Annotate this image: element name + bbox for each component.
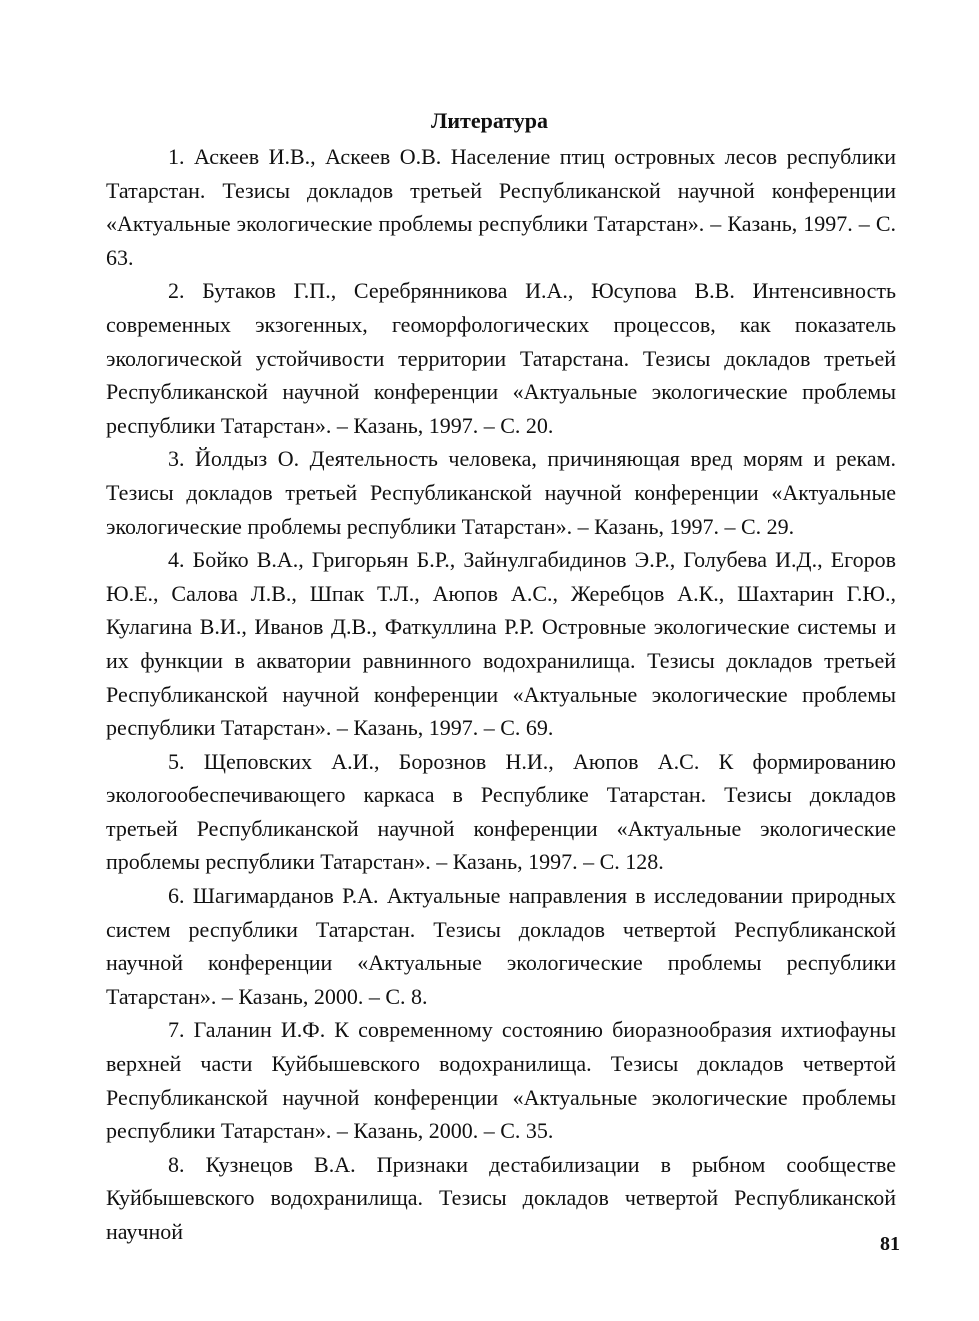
page-number: 81	[880, 1233, 900, 1255]
reference-item: 5. Щеповских А.И., Борознов Н.И., Аюпов А.С. К формированию экологообеспечивающего каркаса в Республике Татарстан. Тезисы докладов третьей Республиканской научной конференции «Актуальные экологические проблемы республики Татарстан». – Казань, 1997. – С. 128.	[106, 748, 896, 875]
reference-item: 1. Аскеев И.В., Аскеев О.В. Население птиц островных лесов республики Татарстан. Тезисы докладов третьей Республиканской научной конференции «Актуальные экологические проблемы республики Татарстан». – Казань, 1997. – С. 63.	[106, 144, 896, 270]
reference-item: 6. Шагимарданов Р.А. Актуальные направления в исследовании природных систем республики Татарстан. Тезисы докладов четвертой Республиканской научной конференции «Актуальные экологические проблемы республики Татарстан». – Казань, 2000. – С. 8.	[106, 883, 896, 1009]
reference-item: 2. Бутаков Г.П., Серебрянникова И.А., Юсупова В.В. Интенсивность современных экзогенных, геоморфологических процессов, как показатель экологической устойчивости территории Татарстана. Тезисы докладов третьей Республиканской научной конференции «Актуальные экологические проблемы республики Татарстан». – Казань, 1997. – С. 20.	[106, 278, 896, 438]
reference-item: 3. Йолдыз О. Деятельность человека, причиняющая вред морям и рекам. Тезисы докладов третьей Республиканской научной конференции «Актуальные экологические проблемы республики Татарстан». – Казань, 1997. – С. 29.	[106, 446, 896, 539]
section-heading: Литература	[430, 108, 549, 133]
reference-item: 7. Галанин И.Ф. К современному состоянию биоразнообразия ихтиофауны верхней части Куйбышевского водохранилища. Тезисы докладов четвертой Республиканской научной конференции «Актуальные экологические проблемы республики Татарстан». – Казань, 2000. – С. 35.	[106, 1017, 896, 1144]
reference-item: 8. Кузнецов В.А. Признаки дестабилизации в рыбном сообществе Куйбышевского водохранилища. Тезисы докладов четвертой Республиканской научной	[106, 1151, 896, 1244]
reference-list	[106, 140, 896, 1249]
reference-item: 4. Бойко В.А., Григорьян Б.Р., Зайнулгабидинов Э.Р., Голубева И.Д., Егоров Ю.Е., Салова Л.В., Шпак Т.Л., Аюпов А.С., Жеребцов А.К., Шахтарин Г.Ю., Кулагина В.И., Иванов Д.В., Фаткуллина Р.Р. Островные экологические системы и их функции в акватории равнинного водохранилища. Тезисы докладов третьей Республиканской научной конференции «Актуальные экологические проблемы республики Татарстан». – Казань, 1997. – С. 69.	[106, 547, 896, 741]
